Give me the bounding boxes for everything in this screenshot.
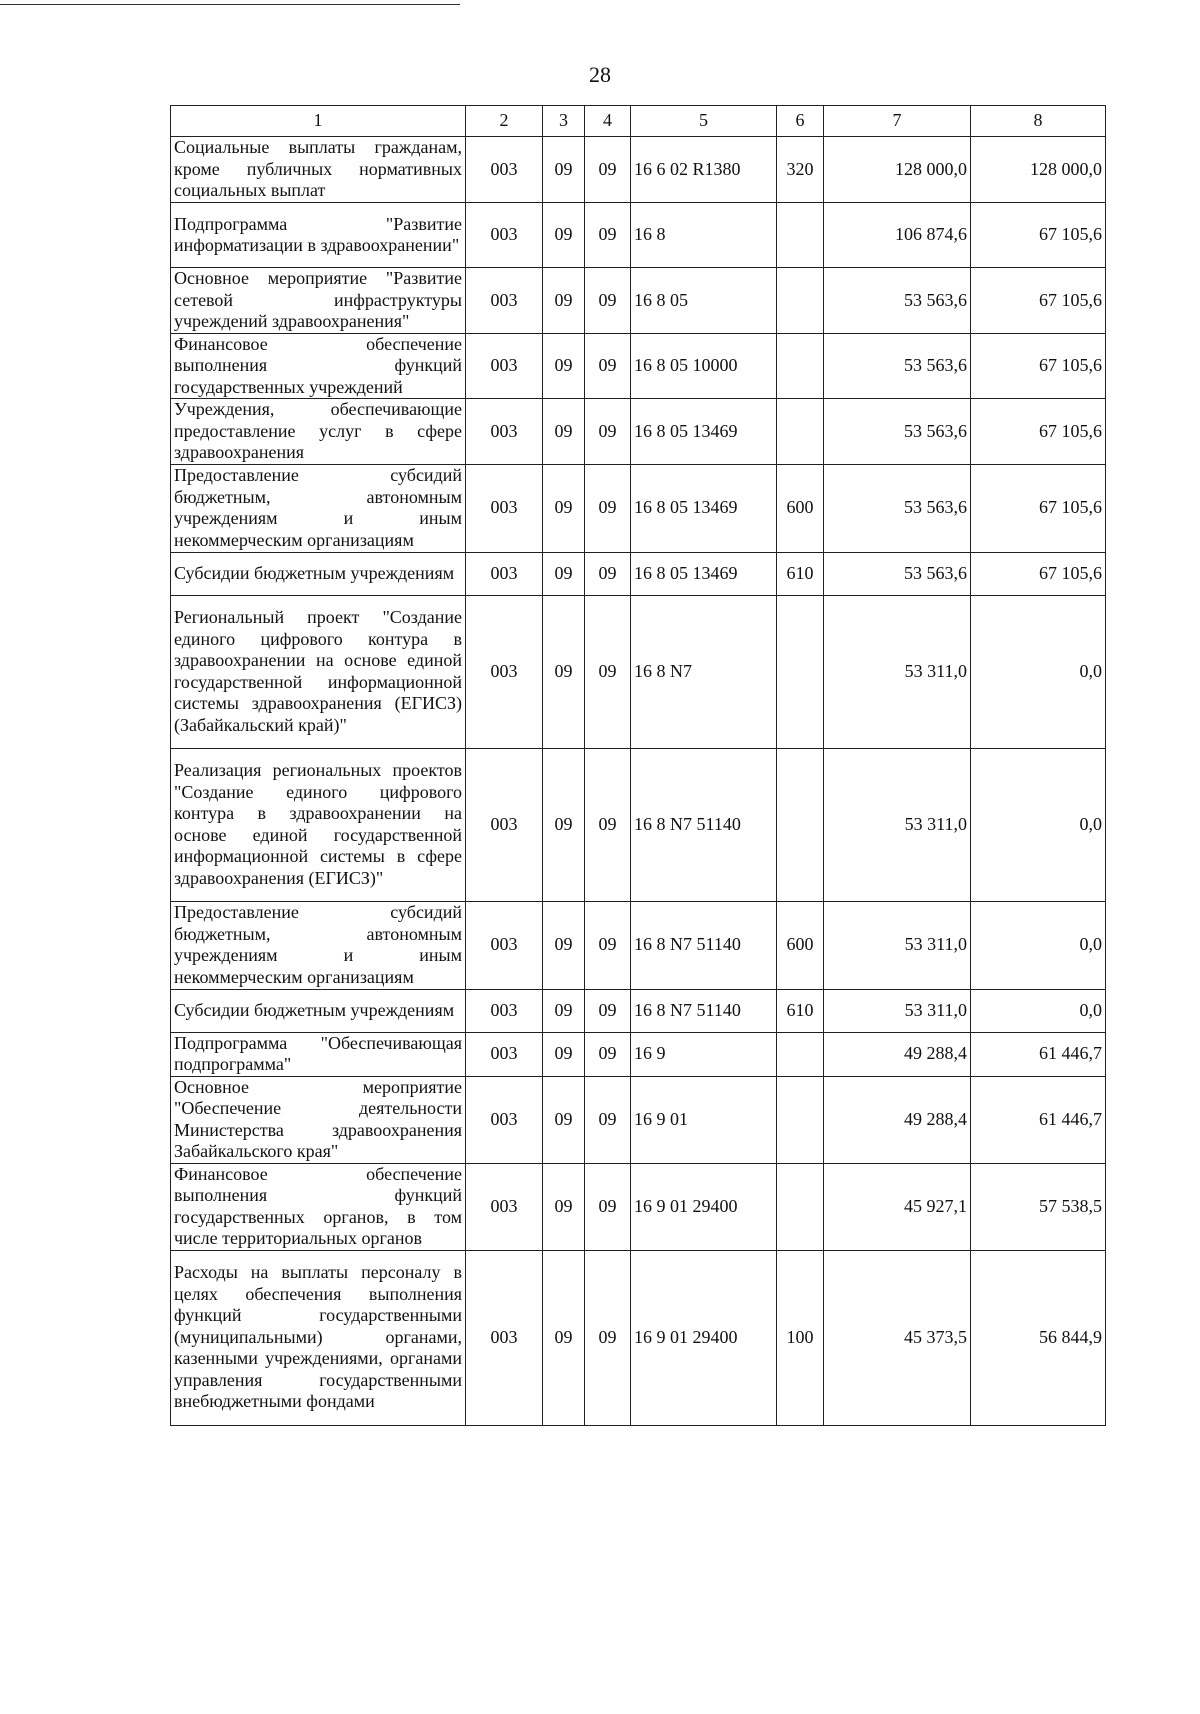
row-name-cell: Субсидии бюджетным учреждениям [171, 552, 466, 595]
row-ved-cell: 003 [466, 1250, 543, 1425]
page-number: 28 [589, 62, 611, 87]
row-target-article-cell: 16 9 [631, 1032, 777, 1076]
row-section-cell: 09 [543, 1032, 585, 1076]
row-expense-type-cell: 600 [777, 901, 824, 989]
row-amount-2-cell: 67 105,6 [971, 333, 1106, 399]
row-section-cell: 09 [543, 595, 585, 748]
row-amount-2-cell: 67 105,6 [971, 203, 1106, 268]
row-section-cell: 09 [543, 399, 585, 465]
row-expense-type-cell: 610 [777, 989, 824, 1032]
table-row [171, 1163, 1106, 1250]
row-expense-type-cell [777, 1032, 824, 1076]
row-expense-type-cell [777, 1076, 824, 1163]
row-name-cell: Предоставление субсидий бюджетным, автономным учреждениям и иным некоммерческим организациям [171, 464, 466, 552]
row-section-cell: 09 [543, 1163, 585, 1250]
row-amount-1-cell: 53 563,6 [824, 552, 971, 595]
row-ved-cell: 003 [466, 137, 543, 203]
row-section-cell: 09 [543, 989, 585, 1032]
row-amount-1-cell: 128 000,0 [824, 137, 971, 203]
column-header: 2 [466, 106, 543, 137]
table-row [171, 748, 1106, 901]
row-expense-type-cell: 100 [777, 1250, 824, 1425]
row-subsection-cell: 09 [585, 399, 631, 465]
table-row [171, 1250, 1106, 1425]
table-row [171, 1076, 1106, 1163]
table-row [171, 268, 1106, 334]
row-amount-2-cell: 0,0 [971, 595, 1106, 748]
row-amount-2-cell: 61 446,7 [971, 1076, 1106, 1163]
row-amount-1-cell: 49 288,4 [824, 1032, 971, 1076]
row-subsection-cell: 09 [585, 748, 631, 901]
row-expense-type-cell [777, 595, 824, 748]
row-amount-2-cell: 0,0 [971, 748, 1106, 901]
row-amount-1-cell: 53 563,6 [824, 399, 971, 465]
row-ved-cell: 003 [466, 464, 543, 552]
row-target-article-cell: 16 8 05 13469 [631, 464, 777, 552]
row-ved-cell: 003 [466, 595, 543, 748]
row-amount-2-cell: 0,0 [971, 901, 1106, 989]
table-row [171, 203, 1106, 268]
row-ved-cell: 003 [466, 399, 543, 465]
row-target-article-cell: 16 8 N7 51140 [631, 901, 777, 989]
row-amount-1-cell: 53 563,6 [824, 333, 971, 399]
column-header: 7 [824, 106, 971, 137]
row-name-cell: Финансовое обеспечение выполнения функций государственных органов, в том числе территориальных органов [171, 1163, 466, 1250]
table-row [171, 989, 1106, 1032]
row-target-article-cell: 16 8 N7 51140 [631, 989, 777, 1032]
row-subsection-cell: 09 [585, 268, 631, 334]
row-amount-2-cell: 67 105,6 [971, 464, 1106, 552]
row-section-cell: 09 [543, 748, 585, 901]
row-section-cell: 09 [543, 333, 585, 399]
row-ved-cell: 003 [466, 748, 543, 901]
row-section-cell: 09 [543, 552, 585, 595]
column-header: 4 [585, 106, 631, 137]
row-amount-1-cell: 106 874,6 [824, 203, 971, 268]
row-ved-cell: 003 [466, 1076, 543, 1163]
row-amount-2-cell: 67 105,6 [971, 552, 1106, 595]
row-subsection-cell: 09 [585, 1076, 631, 1163]
row-amount-1-cell: 49 288,4 [824, 1076, 971, 1163]
row-ved-cell: 003 [466, 203, 543, 268]
row-expense-type-cell [777, 203, 824, 268]
table-row [171, 333, 1106, 399]
table-row [171, 399, 1106, 465]
row-amount-1-cell: 53 563,6 [824, 464, 971, 552]
row-target-article-cell: 16 8 05 13469 [631, 399, 777, 465]
row-name-cell: Подпрограмма "Развитие информатизации в здравоохранении" [171, 203, 466, 268]
row-name-cell: Финансовое обеспечение выполнения функций государственных учреждений [171, 333, 466, 399]
row-amount-2-cell: 61 446,7 [971, 1032, 1106, 1076]
row-name-cell: Предоставление субсидий бюджетным, автономным учреждениям и иным некоммерческим организациям [171, 901, 466, 989]
budget-table [170, 105, 1106, 1426]
table-row [171, 1032, 1106, 1076]
row-expense-type-cell [777, 748, 824, 901]
row-expense-type-cell [777, 333, 824, 399]
row-target-article-cell: 16 8 05 [631, 268, 777, 334]
table-body [171, 137, 1106, 1426]
row-ved-cell: 003 [466, 552, 543, 595]
row-subsection-cell: 09 [585, 595, 631, 748]
row-expense-type-cell [777, 268, 824, 334]
row-section-cell: 09 [543, 137, 585, 203]
table-row [171, 595, 1106, 748]
row-expense-type-cell [777, 1163, 824, 1250]
row-subsection-cell: 09 [585, 552, 631, 595]
row-section-cell: 09 [543, 1250, 585, 1425]
column-header: 1 [171, 106, 466, 137]
row-ved-cell: 003 [466, 268, 543, 334]
table-row [171, 464, 1106, 552]
row-expense-type-cell [777, 399, 824, 465]
row-amount-1-cell: 53 311,0 [824, 989, 971, 1032]
row-ved-cell: 003 [466, 901, 543, 989]
row-amount-1-cell: 53 311,0 [824, 748, 971, 901]
row-section-cell: 09 [543, 901, 585, 989]
row-amount-2-cell: 0,0 [971, 989, 1106, 1032]
row-subsection-cell: 09 [585, 137, 631, 203]
row-section-cell: 09 [543, 464, 585, 552]
row-amount-1-cell: 53 563,6 [824, 268, 971, 334]
row-amount-2-cell: 67 105,6 [971, 268, 1106, 334]
row-ved-cell: 003 [466, 989, 543, 1032]
row-ved-cell: 003 [466, 333, 543, 399]
row-subsection-cell: 09 [585, 333, 631, 399]
row-target-article-cell: 16 9 01 29400 [631, 1250, 777, 1425]
row-section-cell: 09 [543, 1076, 585, 1163]
row-section-cell: 09 [543, 203, 585, 268]
table-row [171, 901, 1106, 989]
row-name-cell: Региональный проект "Создание единого цифрового контура в здравоохранении на основе единой государственной информационной системы здравоохранения (ЕГИСЗ) (Забайкальский край)" [171, 595, 466, 748]
row-subsection-cell: 09 [585, 989, 631, 1032]
row-amount-2-cell: 57 538,5 [971, 1163, 1106, 1250]
row-amount-2-cell: 128 000,0 [971, 137, 1106, 203]
row-subsection-cell: 09 [585, 464, 631, 552]
row-target-article-cell: 16 9 01 [631, 1076, 777, 1163]
row-name-cell: Субсидии бюджетным учреждениям [171, 989, 466, 1032]
row-ved-cell: 003 [466, 1163, 543, 1250]
row-subsection-cell: 09 [585, 1163, 631, 1250]
row-amount-1-cell: 53 311,0 [824, 901, 971, 989]
row-target-article-cell: 16 8 [631, 203, 777, 268]
row-ved-cell: 003 [466, 1032, 543, 1076]
row-subsection-cell: 09 [585, 1250, 631, 1425]
table-row [171, 552, 1106, 595]
row-expense-type-cell: 610 [777, 552, 824, 595]
row-amount-1-cell: 45 373,5 [824, 1250, 971, 1425]
column-header: 6 [777, 106, 824, 137]
row-name-cell: Реализация региональных проектов "Создание единого цифрового контура в здравоохранении на основе единой государственной информационной системы в сфере здравоохранения (ЕГИСЗ)" [171, 748, 466, 901]
row-amount-2-cell: 67 105,6 [971, 399, 1106, 465]
table-row [171, 137, 1106, 203]
scan-artifact-line [0, 4, 460, 5]
row-amount-1-cell: 53 311,0 [824, 595, 971, 748]
row-name-cell: Основное мероприятие "Обеспечение деятельности Министерства здравоохранения Забайкальского края" [171, 1076, 466, 1163]
row-target-article-cell: 16 8 05 10000 [631, 333, 777, 399]
row-target-article-cell: 16 8 N7 51140 [631, 748, 777, 901]
row-name-cell: Расходы на выплаты персоналу в целях обеспечения выполнения функций государственными (муниципальными) органами, казенными учреждениями, органами управления государственными внебюджетными фондами [171, 1250, 466, 1425]
row-amount-1-cell: 45 927,1 [824, 1163, 971, 1250]
row-target-article-cell: 16 8 N7 [631, 595, 777, 748]
row-section-cell: 09 [543, 268, 585, 334]
row-subsection-cell: 09 [585, 1032, 631, 1076]
row-target-article-cell: 16 6 02 R1380 [631, 137, 777, 203]
row-subsection-cell: 09 [585, 901, 631, 989]
row-expense-type-cell: 600 [777, 464, 824, 552]
row-name-cell: Основное мероприятие "Развитие сетевой инфраструктуры учреждений здравоохранения" [171, 268, 466, 334]
column-header: 8 [971, 106, 1106, 137]
row-name-cell: Учреждения, обеспечивающие предоставление услуг в сфере здравоохранения [171, 399, 466, 465]
row-target-article-cell: 16 8 05 13469 [631, 552, 777, 595]
header-row [171, 106, 1106, 137]
column-header: 3 [543, 106, 585, 137]
row-amount-2-cell: 56 844,9 [971, 1250, 1106, 1425]
row-subsection-cell: 09 [585, 203, 631, 268]
row-name-cell: Социальные выплаты гражданам, кроме публичных нормативных социальных выплат [171, 137, 466, 203]
row-target-article-cell: 16 9 01 29400 [631, 1163, 777, 1250]
column-header: 5 [631, 106, 777, 137]
row-name-cell: Подпрограмма "Обеспечивающая подпрограмма" [171, 1032, 466, 1076]
row-expense-type-cell: 320 [777, 137, 824, 203]
